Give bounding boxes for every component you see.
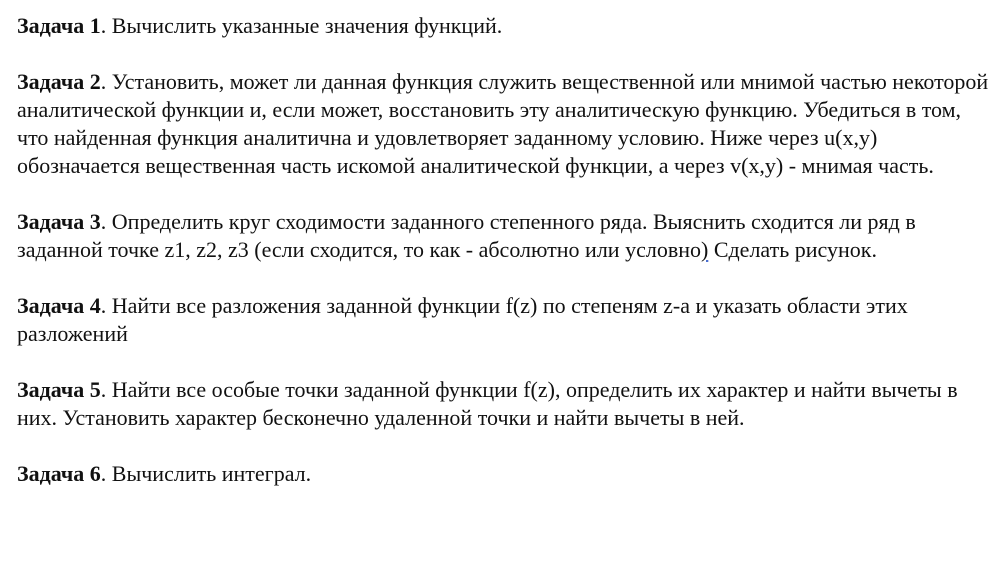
task-text-continued: Сделать рисунок. (708, 237, 877, 262)
task-4 (17, 292, 992, 348)
task-text: . Найти все особые точки заданной функции f(z), определить их характер и найти вычеты в них. Установить характер бесконечно удаленной точки и найти вычеты в ней. (17, 377, 958, 430)
task-label: Задача 2 (17, 69, 101, 94)
task-label: Задача 1 (17, 13, 101, 38)
task-label: Задача 4 (17, 293, 101, 318)
task-label: Задача 3 (17, 209, 101, 234)
task-6 (17, 460, 992, 488)
task-text: . Определить круг сходимости заданного степенного ряда. Выяснить сходится ли ряд в заданной точке z1, z2, z3 (если сходится, то как - абсолютно или условно (17, 209, 916, 262)
task-label: Задача 6 (17, 461, 101, 486)
task-text: . Вычислить интеграл. (100, 461, 312, 486)
task-label: Задача 5 (17, 377, 101, 402)
task-1 (17, 12, 992, 40)
spellcheck-mark[interactable]: ) (700, 237, 709, 262)
task-text: . Найти все разложения заданной функции f(z) по степеням z-a и указать области этих разложений (17, 293, 908, 346)
task-text: . Вычислить указанные значения функций. (100, 13, 503, 38)
task-text: . Установить, может ли данная функция служить вещественной или мнимой частью некоторой аналитической функции и, если может, восстановить эту аналитическую функцию. Убедиться в том, что найденная функция аналитична и удовлетворяет заданному условию. Ниже через u(x,y) обозначается вещественная часть искомой аналитической функции, а через v(x,y) - мнимая часть. (17, 69, 989, 178)
task-2 (17, 68, 992, 180)
task-3 (17, 208, 992, 264)
task-5 (17, 376, 992, 432)
document-body (17, 12, 992, 488)
